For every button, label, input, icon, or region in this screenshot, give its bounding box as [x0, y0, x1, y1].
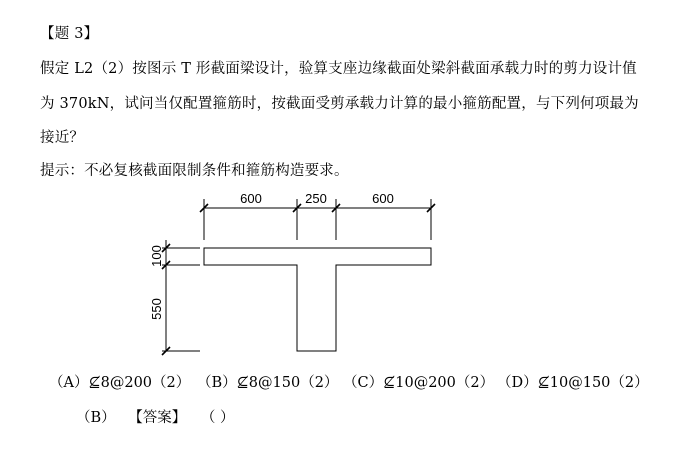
answer-line — [76, 406, 234, 427]
question-text-line-3: 接近？ — [40, 130, 85, 146]
question-hint: 提示：不必复核截面限制条件和箍筋构造要求。 — [40, 163, 349, 179]
question-text-line-1: 假定 L2（2）按图示 T 形截面梁设计，验算支座边缘截面处梁斜截面承载力时的剪力设计值 — [40, 61, 637, 77]
answer-choice: （B） — [76, 410, 116, 426]
dim-label-600-left: 600 — [240, 191, 262, 206]
option-d: （D）⊈10@150（2） — [497, 375, 649, 391]
dim-label-250: 250 — [305, 191, 327, 206]
question-text-line-2: 为 370kN，试问当仅配置箍筋时，按截面受剪承载力计算的最小箍筋配置，与下列何项最为 — [40, 96, 639, 112]
question-title: 【题 3】 — [40, 26, 99, 42]
answer-blank: （ ） — [200, 410, 235, 426]
t-section-outline — [204, 248, 431, 351]
option-b: （B）⊈8@150（2） — [197, 375, 339, 391]
dim-label-100: 100 — [149, 245, 164, 267]
dim-label-550: 550 — [149, 298, 164, 320]
option-c: （C）⊈10@200（2） — [343, 375, 495, 391]
answer-label: 【答案】 — [128, 410, 187, 426]
left-dimension — [162, 240, 200, 355]
option-a: （A）⊈8@200（2） — [49, 375, 191, 391]
dim-label-600-right: 600 — [372, 191, 394, 206]
